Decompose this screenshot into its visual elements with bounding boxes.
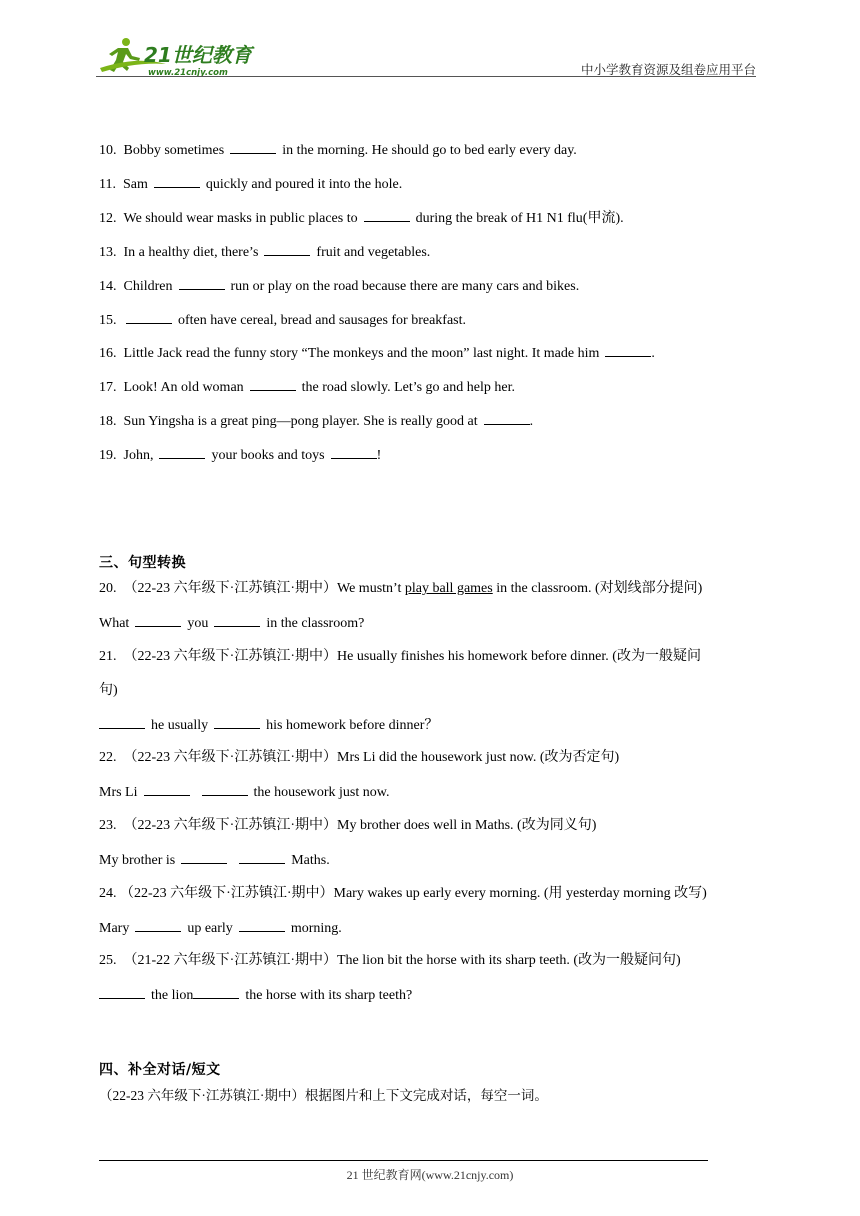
answer-blank[interactable] [264,243,310,256]
answer-blank[interactable] [181,851,227,864]
question-14: 14. Children run or play on the road because there are many cars and bikes. [99,279,580,294]
answer-blank[interactable] [99,716,145,729]
answer-blank[interactable] [144,783,190,796]
answer-blank[interactable] [331,446,377,459]
site-logo [96,34,266,78]
answer-blank[interactable] [135,614,181,627]
answer-blank[interactable] [214,716,260,729]
question-12: 12. We should wear masks in public places to during the break of H1 N1 flu(甲流). [99,211,624,226]
answer-blank[interactable] [193,986,239,999]
answer-blank[interactable] [99,986,145,999]
question-18: 18. Sun Yingsha is a great ping—pong player. She is really good at . [99,414,534,429]
answer-line-20: What you in the classroom? [99,616,365,631]
answer-blank[interactable] [364,209,410,222]
answer-line-23: My brother is Maths. [99,853,330,868]
question-16: 16. Little Jack read the funny story “The monkeys and the moon” last night. It made him . [99,346,655,361]
question-15: 15. often have cereal, bread and sausages for breakfast. [99,313,467,328]
answer-blank[interactable] [179,277,225,290]
page-footer: 21 世纪教育网(www.21cnjy.com) [346,1168,514,1182]
question-23: 23. （22-23 六年级下·江苏镇江·期中）My brother does well in Maths. (改为同义句) [99,818,597,833]
question-24: 24. （22-23 六年级下·江苏镇江·期中）Mary wakes up early every morning. (用 yesterday morning 改写) [99,886,707,901]
footer-divider [99,1160,708,1161]
section-title-3: 三、句型转换 [99,555,186,571]
answer-blank[interactable] [135,919,181,932]
question-10: 10. Bobby sometimes in the morning. He should go to bed early every day. [99,143,577,158]
page-header [96,30,756,78]
answer-blank[interactable] [230,141,276,154]
question-25: 25. （21-22 六年级下·江苏镇江·期中）The lion bit the horse with its sharp teeth. (改为一般疑问句) [99,953,681,968]
question-21-wrap: 句) [99,683,118,698]
question-11: 11. Sam quickly and poured it into the hole. [99,177,403,192]
answer-blank[interactable] [154,175,200,188]
question-13: 13. In a healthy diet, there’s fruit and vegetables. [99,245,431,260]
answer-line-24: Mary up early morning. [99,921,342,936]
header-divider [96,76,756,77]
answer-blank[interactable] [159,446,205,459]
answer-line-25: the lion the horse with its sharp teeth? [99,986,412,1005]
logo-main-text: 21世纪教育 [144,43,252,67]
question-22: 22. （22-23 六年级下·江苏镇江·期中）Mrs Li did the housework just now. (改为否定句) [99,750,620,765]
section-title-4: 四、补全对话/短文 [99,1062,221,1078]
runner-logo-icon [96,34,266,78]
answer-blank[interactable] [250,378,296,391]
question-17: 17. Look! An old woman the road slowly. Let’s go and help her. [99,380,515,395]
section-4-instruction: （22-23 六年级下·江苏镇江·期中）根据图片和上下文完成对话，每空一词。 [99,1088,548,1103]
question-21: 21. （22-23 六年级下·江苏镇江·期中）He usually finishes his homework before dinner. (改为一般疑问 [99,649,701,664]
answer-blank[interactable] [239,851,285,864]
logo-url-text: www.21cnjy.com [148,68,228,78]
answer-blank[interactable] [239,919,285,932]
answer-blank[interactable] [214,614,260,627]
question-19: 19. John, your books and toys ! [99,448,382,463]
answer-blank[interactable] [605,344,651,357]
answer-line-22: Mrs Li the housework just now. [99,785,390,800]
header-tagline: 中小学教育资源及组卷应用平台 [580,62,756,77]
answer-blank[interactable] [202,783,248,796]
answer-blank[interactable] [126,311,172,324]
question-20: 20. （22-23 六年级下·江苏镇江·期中）We mustn’t play ball games in the classroom. (对划线部分提问) [99,581,703,596]
answer-line-21: he usually his homework before dinner？ [99,716,438,735]
answer-blank[interactable] [484,412,530,425]
